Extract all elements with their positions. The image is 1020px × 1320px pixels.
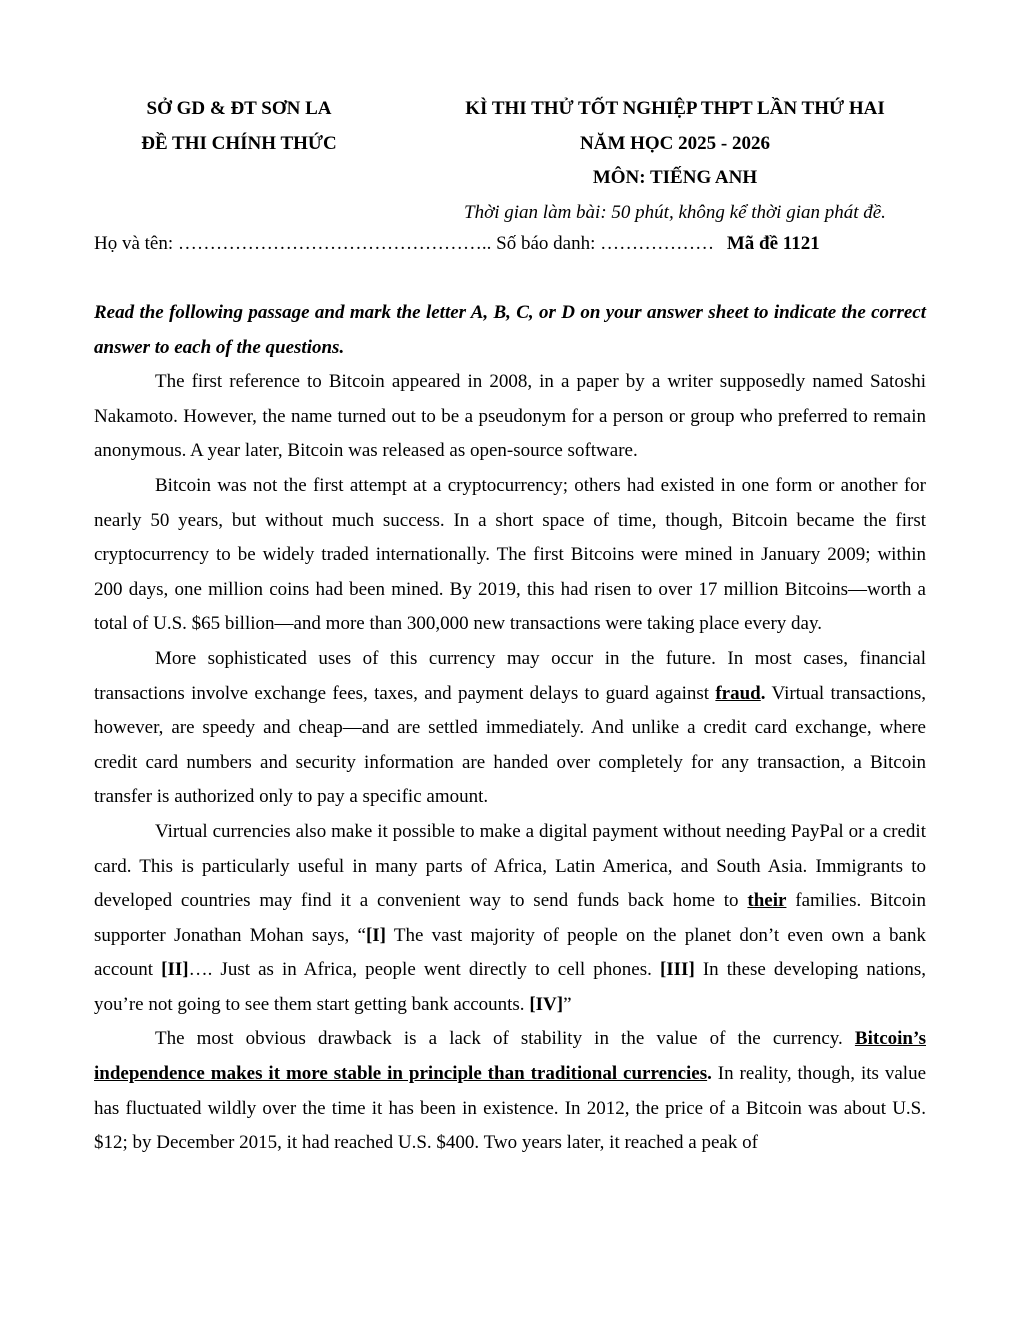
passage-paragraph-3: [94, 642, 926, 815]
passage-paragraph-5: [94, 1022, 926, 1160]
passage-paragraph-2: Bitcoin was not the first attempt at a cryptocurrency; others had existed in one form or another for nearly 50 years, but without much success. In a short space of time, though, Bitcoin became the first cryptocurrency to be widely traded internationally. The first Bitcoins were mined in January 2009; within 200 days, one million coins had been mined. By 2019, this had risen to over 17 million Bitcoins—worth a total of U.S. $65 billion—and more than 300,000 new transactions were taking place every day.: [94, 474, 926, 635]
paragraph-text: …. Just as in Africa, people went directly to cell phones.: [188, 959, 660, 981]
school-year: NĂM HỌC 2025 - 2026: [580, 132, 770, 154]
header-right: [424, 92, 926, 230]
position-marker-4: [IV]: [529, 993, 564, 1015]
subject: MÔN: TIẾNG ANH: [592, 167, 758, 188]
highlighted-word-fraud: fraud: [715, 682, 761, 704]
exam-title: KÌ THI THỬ TỐT NGHIỆP THPT LẦN THỨ HAI: [465, 98, 885, 119]
official-exam-label: ĐỀ THI CHÍNH THỨC: [141, 132, 337, 154]
bold-period: .: [760, 682, 766, 704]
paragraph-text: Virtual currencies also make it possible to make a digital payment without needing PayPal or a credit card. This is particularly useful in many parts of Africa, Latin America, and South Asia. Immigrants to developed countries may find it a convenient way to send funds back home to: [94, 820, 926, 912]
paragraph-text: ”: [563, 993, 572, 1015]
instruction-text: Read the following passage and mark the letter A, B, C, or D on your answer sheet to indicate the correct answer to each of the questions.: [94, 302, 926, 358]
paragraph-text: The most obvious drawback is a lack of stability in the value of the currency.: [155, 1028, 855, 1050]
student-name-id-field: Họ và tên: ………………………………………….. Số báo danh: ………………: [94, 233, 715, 254]
exam-code: Mã đề 1121: [726, 233, 820, 254]
highlighted-sentence: Bitcoin’s independence makes it more stable in principle than traditional currencies: [94, 1028, 926, 1085]
paragraph-text: Virtual transactions, however, are speedy and cheap—and are settled immediately. And unlike a credit card exchange, where credit card numbers and security information are handed over completely for any transaction, a Bitcoin transfer is authorized only to pay a specific amount.: [94, 682, 926, 808]
paragraph-text: In reality, though, its value has fluctuated wildly over the time it has been in existence. In 2012, the price of a Bitcoin was about U.S. $12; by December 2015, it had reached U.S. $400. Two years later, it reached a peak of: [94, 1063, 926, 1154]
paragraph-text: In these developing nations, you’re not going to see them start getting bank accounts.: [94, 959, 926, 1015]
paragraph-text: The vast majority of people on the planet don’t even own a bank account: [94, 924, 926, 981]
department-name: SỞ GD & ĐT SƠN LA: [146, 98, 332, 119]
position-marker-1: [I]: [365, 924, 387, 946]
student-info: [94, 227, 926, 262]
paragraph-text: families. Bitcoin supporter Jonathan Mohan says, “: [94, 890, 926, 946]
bold-period: .: [707, 1063, 712, 1085]
time-allowed: Thời gian làm bài: 50 phút, không kể thời gian phát đề.: [464, 201, 886, 223]
position-marker-2: [II]: [161, 959, 189, 981]
position-marker-3: [III]: [659, 959, 695, 981]
highlighted-word-their: their: [747, 890, 787, 912]
paragraph-text: More sophisticated uses of this currency may occur in the future. In most cases, financial transactions involve exchange fees, taxes, and payment delays to guard against: [94, 647, 926, 704]
passage-paragraph-1: The first reference to Bitcoin appeared in 2008, in a paper by a writer supposedly named Satoshi Nakamoto. However, the name turned out to be a pseudonym for a person or group who preferred to remain anonymous. A year later, Bitcoin was released as open-source software.: [94, 371, 926, 462]
passage-paragraph-4: [94, 815, 926, 1023]
header-left: [94, 92, 384, 161]
reading-section: [94, 296, 926, 1161]
